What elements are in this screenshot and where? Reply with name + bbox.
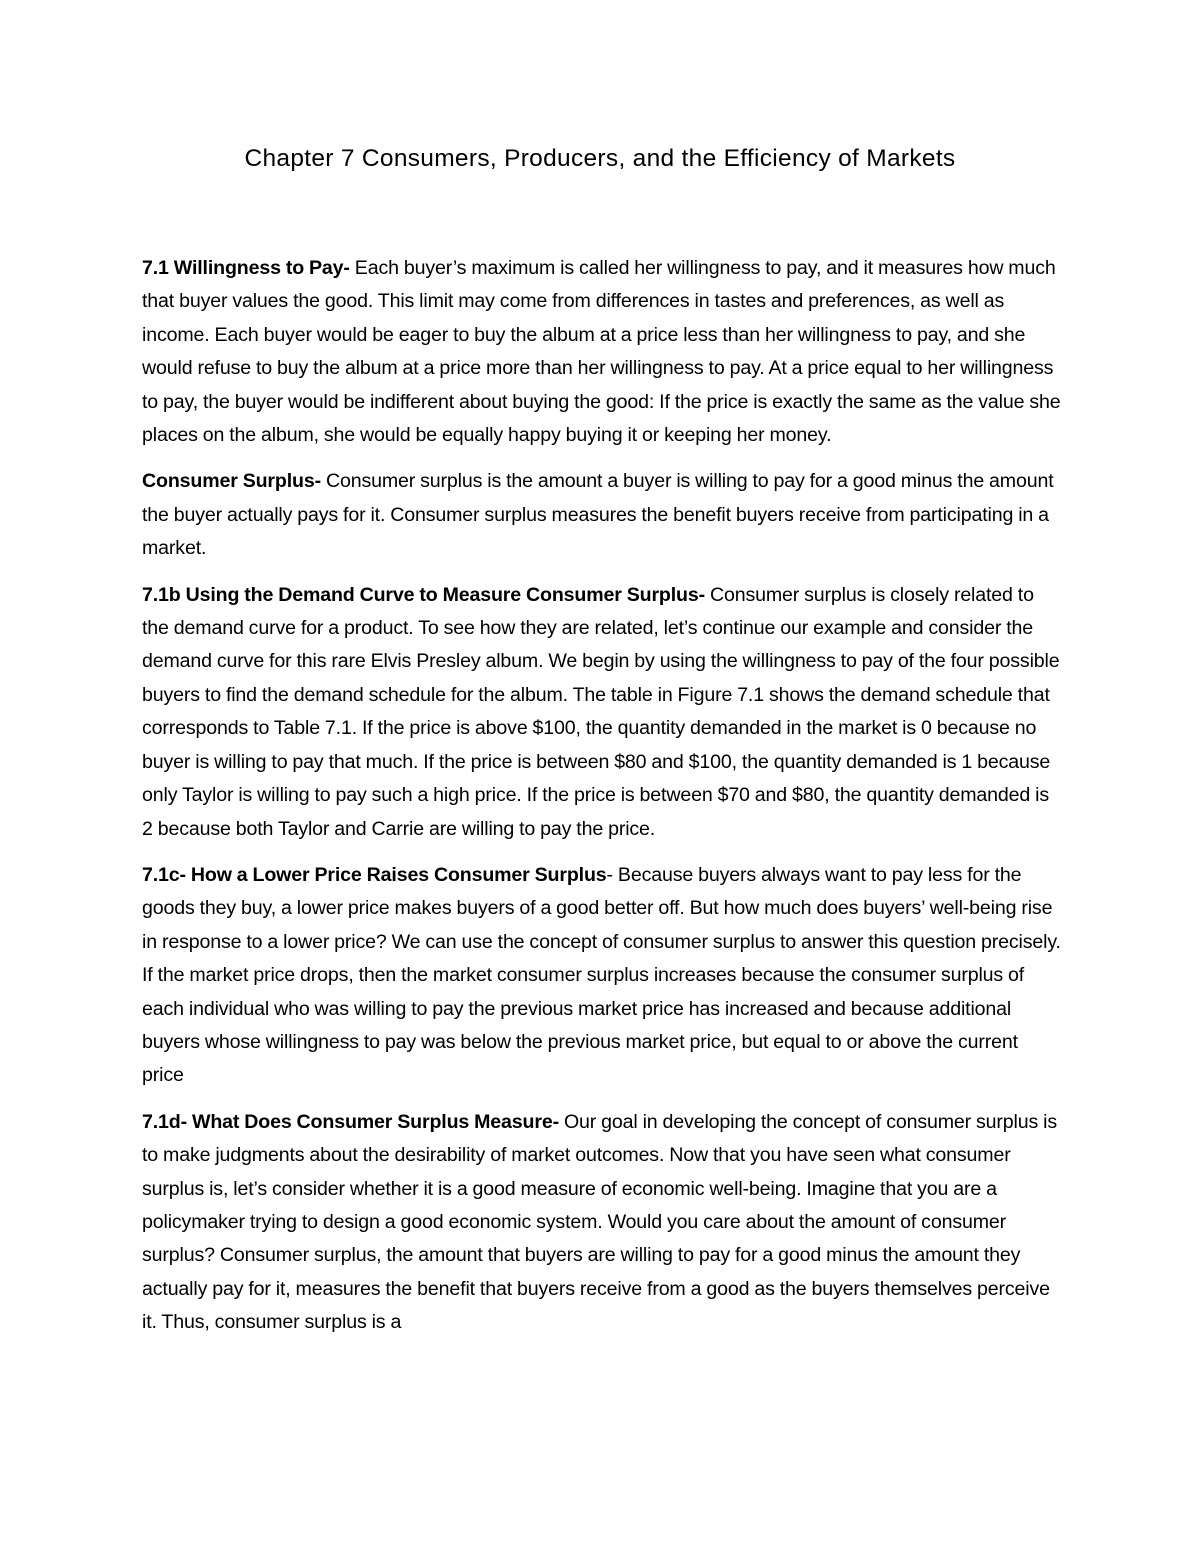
section-text: Our goal in developing the concept of consumer surplus is to make judgments about the desirability of market outcomes. Now that you have seen what consumer surplus is, let’s consider whether it is a good measure of economic well-being. Imagine that you are a policymaker trying to design a good economic system. Would you care about the amount of consumer surplus? Consumer surplus, the amount that buyers are willing to pay for a good minus the amount they actually pay for it, measures the benefit that buyers receive from a good as the buyers themselves perceive it. Thus, consumer surplus is a — [142, 1110, 1057, 1334]
paragraph-surplus-measure — [142, 1106, 1064, 1340]
paragraph-demand-curve — [142, 579, 1064, 846]
section-heading: 7.1b Using the Demand Curve to Measure Consumer Surplus- — [142, 583, 705, 606]
section-heading: 7.1 Willingness to Pay- — [142, 257, 350, 279]
section-text: Consumer surplus is closely related to the demand curve for a product. To see how they are related, let’s continue our example and consider the demand curve for this rare Elvis Presley album. We begin by using the willingness to pay of the four possible buyers to find the demand schedule for the album. The table in Figure 7.1 shows the demand schedule that corresponds to Table 7.1. If the price is above $100, the quantity demanded in the market is 0 because no buyer is willing to pay that much. If the price is between $80 and $100, the quantity demanded is 1 because only Taylor is willing to pay such a high price. If the price is between $70 and $80, the quantity demanded is 2 because both Taylor and Carrie are willing to pay the price. — [142, 583, 1060, 840]
paragraph-willingness-to-pay — [142, 252, 1064, 452]
section-text: Each buyer’s maximum is called her willingness to pay, and it measures how much that buyer values the good. This limit may come from differences in tastes and preferences, as well as income. Each buyer would be eager to buy the album at a price less than her willingness to pay, and she would refuse to buy the album at a price more than her willingness to pay. At a price equal to her willingness to pay, the buyer would be indifferent about buying the good: If the price is exactly the same as the value she places on the album, she would be equally happy buying it or keeping her money. — [142, 257, 1061, 447]
section-heading: 7.1c- How a Lower Price Raises Consumer Surplus — [142, 863, 607, 886]
section-heading: 7.1d- What Does Consumer Surplus Measure- — [142, 1110, 559, 1133]
section-text: - Because buyers always want to pay less for the goods they buy, a lower price makes buyers of a good better off. But how much does buyers’ well-being rise in response to a lower price? We can use the concept of consumer surplus to answer this question precisely. If the market price drops, then the market consumer surplus increases because the consumer surplus of each individual who was willing to pay the previous market price has increased and because additional buyers whose willingness to pay was below the previous market price, but equal to or above the current price — [142, 863, 1061, 1087]
paragraph-lower-price — [142, 859, 1064, 1093]
section-text: Consumer surplus is the amount a buyer is willing to pay for a good minus the amount the buyer actually pays for it. Consumer surplus measures the benefit buyers receive from participating in a market. — [142, 470, 1054, 560]
document-body — [142, 252, 1064, 1353]
paragraph-consumer-surplus — [142, 465, 1064, 565]
page-title: Chapter 7 Consumers, Producers, and the Efficiency of Markets — [244, 145, 956, 172]
section-heading: Consumer Surplus- — [142, 470, 321, 493]
